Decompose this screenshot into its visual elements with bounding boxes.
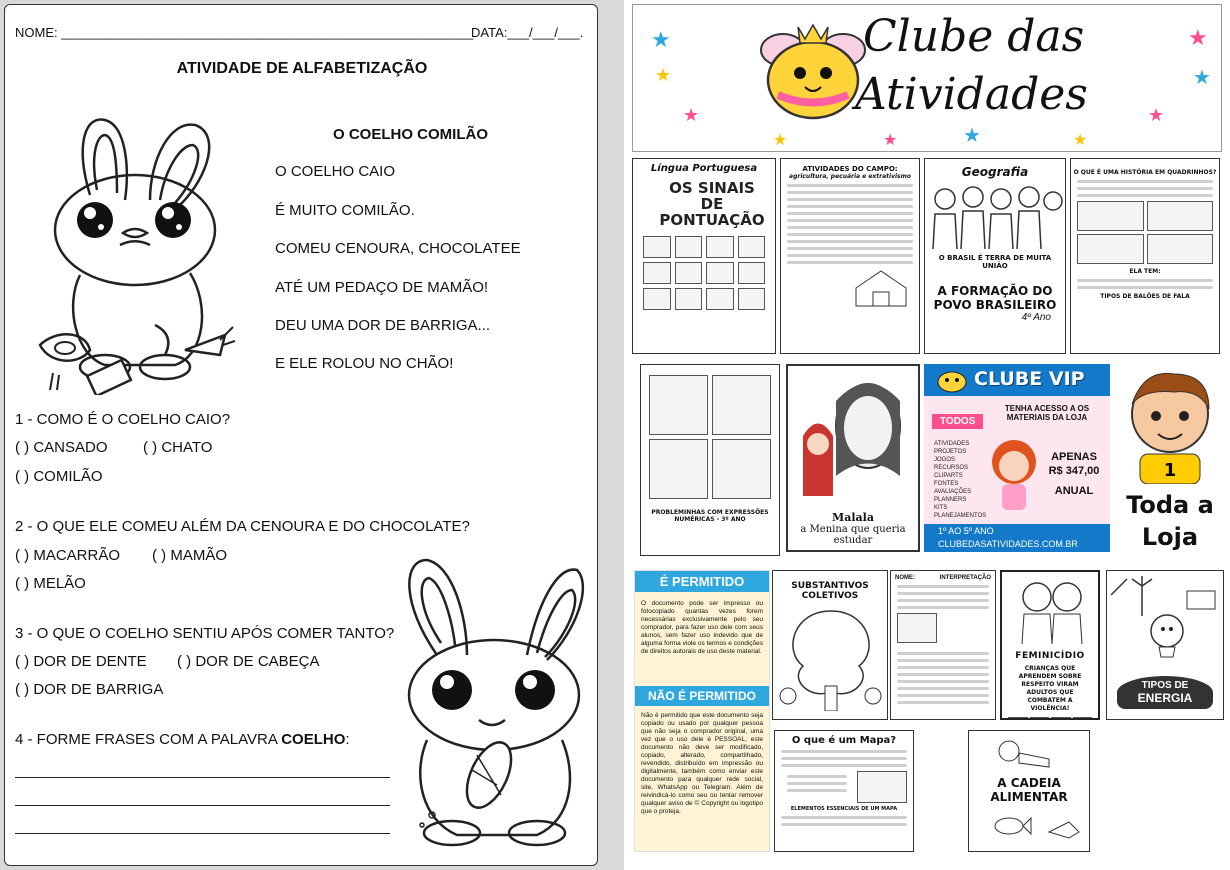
allowed-title: É PERMITIDO — [635, 571, 769, 592]
thumb-label: TIPOS DE BALÕES DE FALA — [1100, 293, 1190, 300]
star-icon: ★ — [683, 105, 700, 125]
vip-grades: 1º AO 5º ANO — [938, 526, 994, 536]
date-field-label: DATA:___/___/___. — [471, 25, 584, 40]
question-4-suffix: : — [345, 731, 350, 748]
vip-item: PLANNERS — [934, 497, 967, 503]
thumb-label: PROBLEMINHAS COM EXPRESSÕES NUMÉRICAS - 3º ANO — [651, 509, 769, 523]
poem-line: COMEU CENOURA, CHOCOLATEE — [275, 240, 521, 257]
thumb-label: TIPOS DE — [1141, 680, 1189, 691]
thumb-label: ALIMENTAR — [990, 790, 1068, 804]
answer-line[interactable] — [15, 777, 390, 778]
vip-item: PROJETOS — [934, 449, 967, 455]
thumb-label: 4º Ano — [1021, 312, 1051, 323]
name-field-label: NOME: _________________________________________________________ — [15, 25, 474, 40]
clube-vip-ad[interactable] — [924, 364, 1110, 552]
thumb-label: CRIANÇAS QUE APRENDEM SOBRE RESPEITO VIRAM ADULTOS QUE COMBATEM A VIOLÊNCIA! — [1018, 665, 1082, 712]
star-icon: ★ — [773, 132, 788, 149]
boy-mascot-icon — [1114, 364, 1226, 484]
banner-title-line2: Atividades — [855, 69, 1088, 120]
banner-title-line1: Clube das — [863, 11, 1085, 62]
girl-mascot-icon — [984, 434, 1044, 514]
thumb-sinais-pontuacao[interactable] — [632, 158, 776, 354]
svg-text:1: 1 — [1163, 460, 1177, 481]
worksheet-title: ATIVIDADE DE ALFABETIZAÇÃO — [176, 60, 428, 77]
star-icon: ★ — [1193, 67, 1211, 89]
option-checkbox[interactable]: ( ) MELÃO — [15, 575, 86, 592]
allowed-text: O documento pode ser impresso ou fotocopiado quantas vezes forem necessárias exclusivamente pelo seu comprador, para fazer uso dele com seus alunos, sem fazer uso indevido que de alguma forma viole os termos e condições de direitos autorais de uso deste material. — [641, 600, 763, 655]
thumb-probleminhas[interactable] — [640, 364, 780, 556]
star-icon: ★ — [651, 27, 671, 52]
boy-icon — [969, 731, 1090, 771]
vip-subtitle: TENHA ACESSO A OS MATERIAIS DA LOJA — [1004, 404, 1090, 422]
denied-title: NÃO É PERMITIDO — [635, 686, 769, 706]
ads-panel — [624, 0, 1230, 870]
children-icon — [1002, 572, 1100, 644]
vip-url: CLUBEDASATIVIDADES.COM.BR — [938, 539, 1078, 549]
thumb-label: O que é um Mapa? — [791, 735, 897, 746]
vip-price: R$ 347,00 — [1048, 465, 1100, 477]
poem-line: DEU UMA DOR DE BARRIGA... — [275, 317, 491, 334]
vip-title: CLUBE VIP — [974, 368, 1085, 390]
thumb-label: Geografia — [961, 165, 1029, 179]
answer-line[interactable] — [15, 833, 390, 834]
tree-icon — [773, 601, 888, 711]
poem-line: O COELHO CAIO — [275, 163, 396, 180]
question-2: 2 - O QUE ELE COMEU ALÉM DA CENOURA E DO CHOCOLATE? — [15, 518, 470, 535]
option-checkbox[interactable]: ( ) DOR DE BARRIGA — [15, 681, 164, 698]
bunny-illustration-bottom — [397, 545, 592, 850]
thumb-label: INTERPRETAÇÃO — [939, 575, 991, 581]
thumb-substantivos-coletivos[interactable] — [772, 570, 888, 720]
thumb-label: ELA TEM: — [1129, 268, 1161, 275]
thumb-label: ATIVIDADES DO CAMPO: — [802, 165, 898, 173]
vip-item: RECURSOS — [934, 465, 969, 471]
thumb-label: SUBSTANTIVOS COLETIVOS — [791, 581, 869, 601]
thumb-label: Língua Portuguesa — [650, 163, 758, 174]
thumb-label: ELEMENTOS ESSENCIAIS DE UM MAPA — [790, 806, 898, 812]
thumb-historia-quadrinhos[interactable] — [1070, 158, 1220, 354]
thumb-label: agricultura, pecuária e extrativismo — [789, 173, 911, 180]
bee-icon — [934, 368, 970, 394]
clube-banner[interactable] — [632, 4, 1222, 152]
malala-portrait — [788, 366, 918, 506]
option-checkbox[interactable]: ( ) COMILÃO — [15, 468, 103, 485]
denied-text: Não é permitido que este documento seja copiado ou usado por qualquer pessoa que não seja o comprador original, uma vez que o uso dele é PESSOAL, este documento não deve ser modificado, copiado, alterado, compartilhado, revendido, distribuído em impressão ou digitalmente, também como enviar este documento para qualquer rede social, site, WhatsApp ou Telegram. Além de reivindicá-lo como seu ou tentar remover qualquer aviso de © Copyright ou logotipo que o proteja. — [641, 712, 763, 815]
vip-item: FONTES — [934, 481, 959, 487]
people-group-icon — [925, 179, 1065, 249]
thumb-o-que-e-mapa[interactable] — [774, 730, 914, 852]
energy-icon — [1107, 571, 1224, 671]
vip-item: JOGOS — [934, 457, 956, 463]
option-checkbox[interactable]: ( ) CANSADO — [15, 439, 108, 456]
vip-item: KITS — [934, 505, 948, 511]
question-4-keyword: COELHO — [281, 731, 346, 748]
thumb-malala[interactable] — [786, 364, 920, 552]
option-checkbox[interactable]: ( ) MAMÃO — [152, 547, 227, 564]
star-icon: ★ — [963, 125, 981, 147]
worksheet-page — [4, 4, 598, 866]
thumb-label: A CADEIA — [997, 776, 1061, 790]
star-icon: ★ — [1073, 132, 1088, 149]
poem-line: E ELE ROLOU NO CHÃO! — [275, 355, 454, 372]
poem-title: O COELHO COMILÃO — [333, 126, 488, 143]
thumb-atividades-campo[interactable] — [780, 158, 920, 354]
thumb-label: O BRASIL É TERRA DE MUITA UNIÃO — [938, 254, 1052, 270]
terms-of-use — [634, 570, 770, 852]
thumb-interpretacao[interactable] — [890, 570, 996, 720]
question-1: 1 - COMO É O COELHO CAIO? — [15, 411, 231, 428]
thumb-label: Malala — [832, 511, 874, 524]
thumb-formacao-povo[interactable] — [924, 158, 1066, 354]
vip-item: CLIPARTS — [934, 473, 963, 479]
vip-items-list — [934, 440, 986, 520]
thumb-feminicidio[interactable] — [1000, 570, 1100, 720]
thumb-label: ENERGIA — [1137, 691, 1193, 705]
option-checkbox[interactable]: ( ) DOR DE CABEÇA — [177, 653, 320, 670]
bunny-illustration-top — [35, 105, 235, 395]
thumb-label: A FORMAÇÃO DO POVO BRASILEIRO — [933, 284, 1057, 312]
toda-a-loja-ad[interactable] — [1114, 364, 1226, 556]
thumb-label: O QUE É UMA HISTÓRIA EM QUADRINHOS? — [1073, 169, 1217, 176]
fish-icon — [969, 804, 1090, 844]
star-icon: ★ — [1148, 105, 1165, 125]
vip-price-period: ANUAL — [1054, 485, 1094, 497]
poem-line: ATÉ UM PEDAÇO DE MAMÃO! — [275, 279, 489, 296]
toda-label: Toda a — [1126, 491, 1214, 519]
thumb-label: FEMINICÍDIO — [1015, 651, 1085, 661]
vip-item: ATIVIDADES — [934, 441, 970, 447]
vip-item: AVALIAÇÕES — [934, 489, 972, 495]
poem-line: É MUITO COMILÃO. — [275, 202, 415, 219]
option-checkbox[interactable]: ( ) DOR DE DENTE — [15, 653, 147, 670]
question-4 — [15, 731, 350, 748]
thumb-cadeia-alimentar[interactable] — [968, 730, 1090, 852]
star-icon: ★ — [883, 132, 898, 149]
star-icon: ★ — [1188, 25, 1208, 50]
thumb-tipos-energia[interactable] — [1106, 570, 1224, 720]
thumb-label: NOME: — [895, 575, 915, 581]
question-4-prefix: 4 - FORME FRASES COM A PALAVRA — [15, 731, 282, 748]
option-checkbox[interactable]: ( ) MACARRÃO — [15, 547, 120, 564]
question-3: 3 - O QUE O COELHO SENTIU APÓS COMER TANTO? — [15, 625, 395, 642]
barn-icon — [851, 268, 911, 308]
vip-item: PLANEJAMENTOS — [934, 513, 987, 519]
thumb-label: OS SINAIS DE PONTUAÇÃO — [659, 179, 765, 229]
answer-line[interactable] — [15, 805, 390, 806]
vip-price-prefix: APENAS — [1051, 451, 1097, 463]
loja-label: Loja — [1141, 523, 1199, 551]
star-icon: ★ — [655, 65, 672, 85]
thumb-label: a Menina que queria estudar — [800, 524, 906, 546]
option-checkbox[interactable]: ( ) CHATO — [143, 439, 213, 456]
vip-badge: TODOS — [932, 414, 983, 429]
